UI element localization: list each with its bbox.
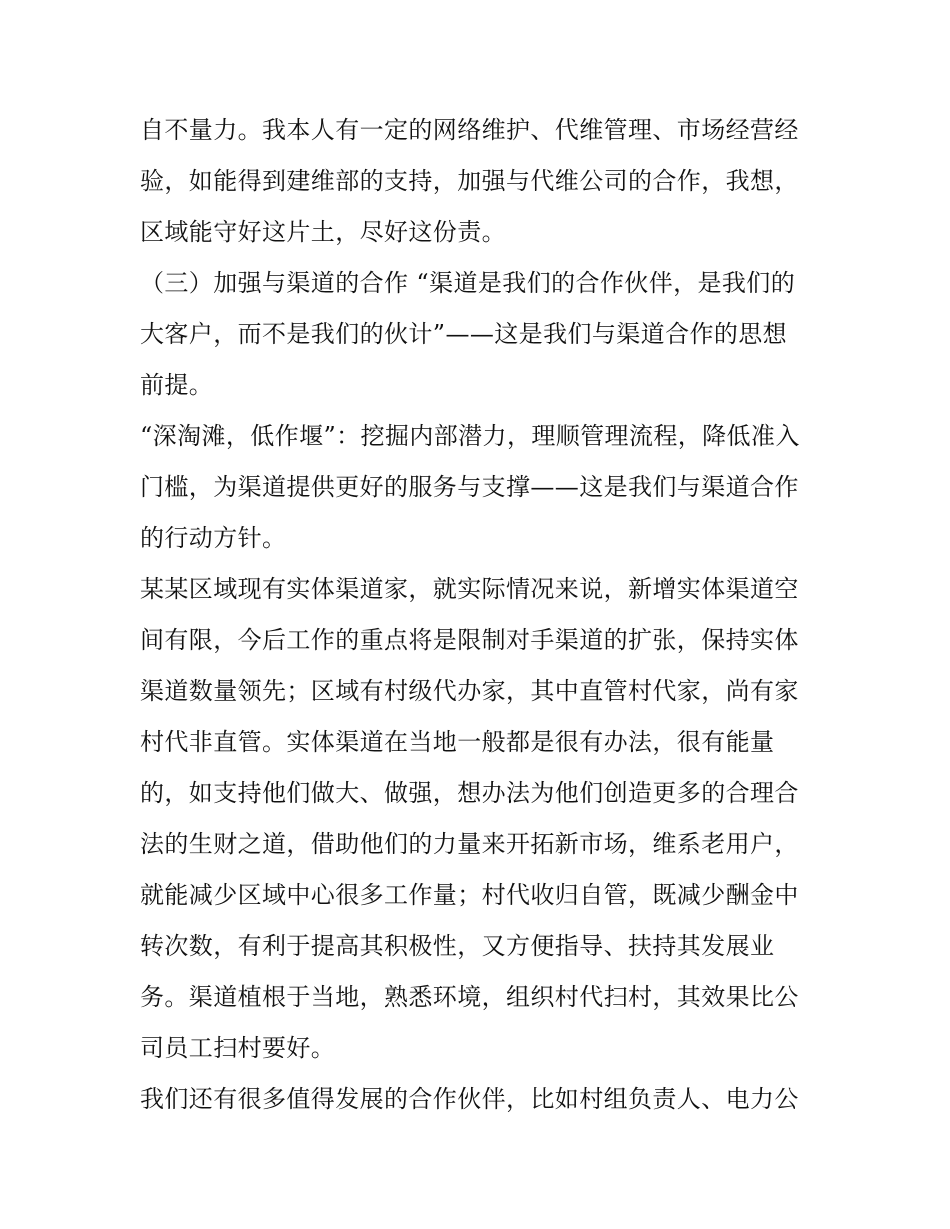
text-line: 间有限，今后工作的重点将是限制对手渠道的扩张，保持实体: [140, 626, 799, 654]
text-line: “深淘滩，低作堰”：挖掘内部潜力，理顺管理流程，降低准入: [140, 422, 800, 450]
text-line: 的，如支持他们做大、做强，想办法为他们创造更多的合理合: [140, 779, 799, 807]
text-line: 司员工扫村要好。: [140, 1034, 336, 1062]
text-line: 法的生财之道，借助他们的力量来开拓新市场，维系老用户，: [140, 830, 799, 858]
text-line: 务。渠道植根于当地，熟悉环境，组织村代扫村，其效果比公: [140, 983, 799, 1011]
text-line: 自不量力。我本人有一定的网络维护、代维管理、市场经营经: [140, 116, 799, 144]
text-line: 大客户，而不是我们的伙计”——这是我们与渠道合作的思想: [140, 320, 788, 348]
text-line: （三）加强与渠道的合作 “渠道是我们的合作伙伴，是我们的: [140, 269, 796, 297]
text-line: 转次数，有利于提高其积极性，又方便指导、扶持其发展业: [140, 932, 775, 960]
text-line: 验，如能得到建维部的支持，加强与代维公司的合作，我想，: [140, 167, 799, 195]
text-line: 前提。: [140, 371, 214, 399]
text-line: 渠道数量领先；区域有村级代办家，其中直管村代家，尚有家: [140, 677, 799, 705]
text-line: 的行动方针。: [140, 524, 287, 552]
text-line: 区域能守好这片土，尽好这份责。: [140, 218, 506, 246]
text-line: 村代非直管。实体渠道在当地一般都是很有办法，很有能量: [140, 728, 775, 756]
text-line: 门槛，为渠道提供更好的服务与支撑——这是我们与渠道合作: [140, 473, 799, 501]
document-page: [140, 108, 820, 1128]
text-line: 就能减少区域中心很多工作量；村代收归自管，既减少酬金中: [140, 881, 799, 909]
text-line: 我们还有很多值得发展的合作伙伴，比如村组负责人、电力公: [140, 1085, 799, 1113]
text-line: 某某区域现有实体渠道家，就实际情况来说，新增实体渠道空: [140, 575, 799, 603]
